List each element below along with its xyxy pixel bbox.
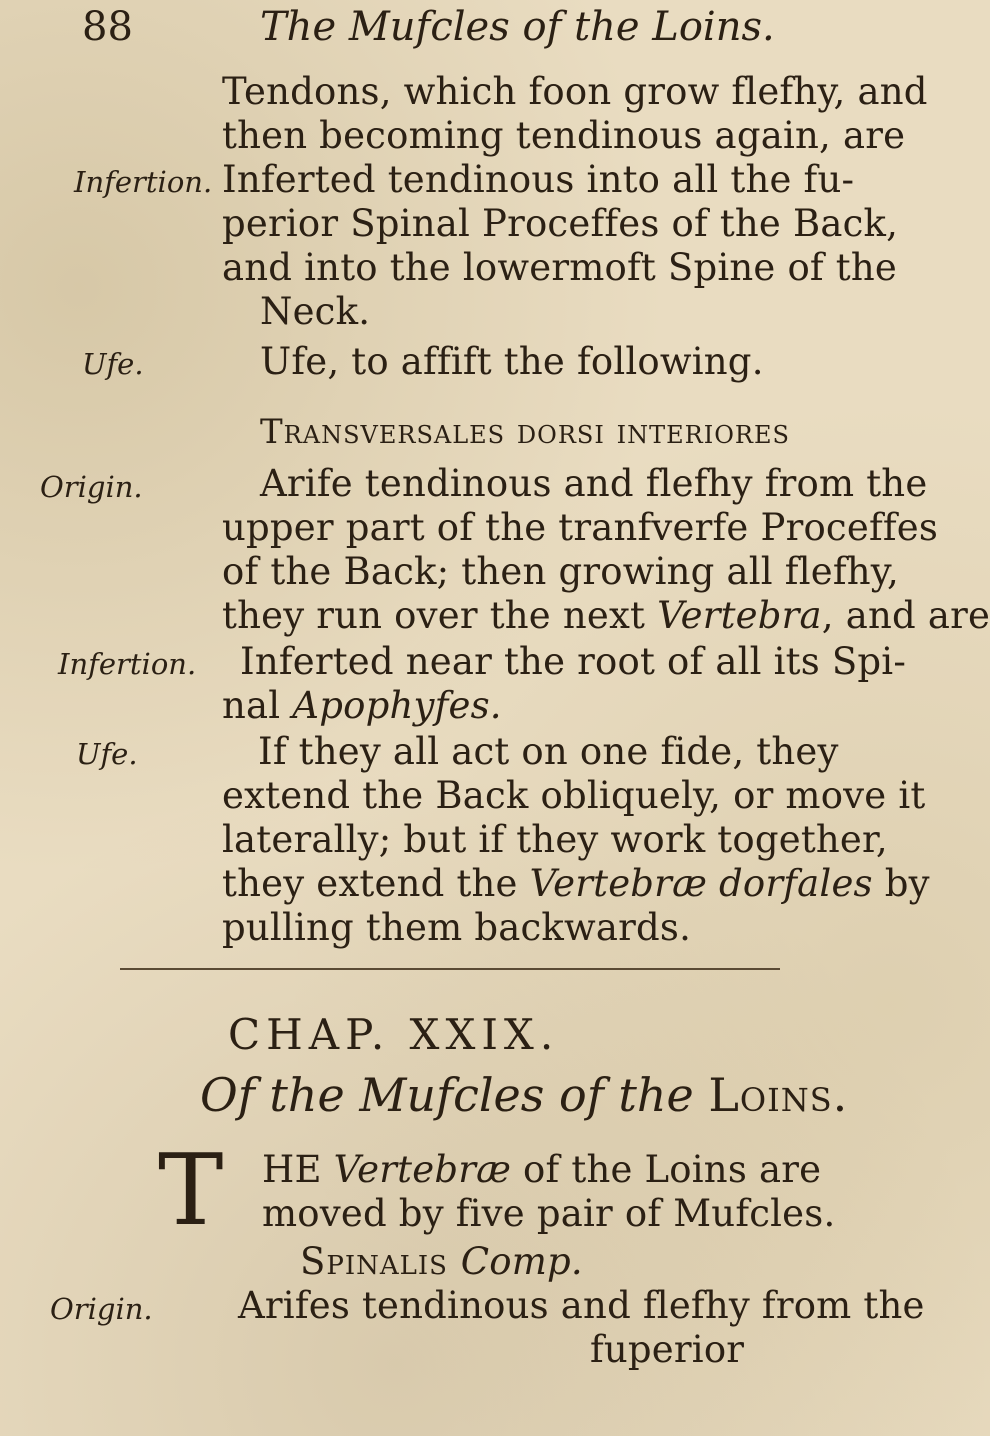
text-line: Neck. — [260, 290, 371, 333]
text-run-italic: Apophyfes. — [292, 684, 502, 727]
text-line — [222, 684, 502, 728]
text-line: Arife tendinous and flefhy from the — [260, 462, 928, 505]
text-run: HE — [262, 1148, 334, 1191]
text-line: Arifes tendinous and flefhy from the — [238, 1284, 925, 1327]
drop-cap: T — [158, 1134, 224, 1248]
text-line: of the Back; then growing all flefhy, — [222, 550, 899, 593]
section-heading — [300, 1240, 583, 1284]
text-line: Inferted tendinous into all the fu- — [222, 158, 855, 201]
chapter-title-run: Mufcles — [359, 1068, 545, 1122]
text-line: laterally; but if they work together, — [222, 818, 888, 861]
text-line: moved by five pair of Mufcles. — [262, 1192, 836, 1235]
horizontal-rule — [120, 968, 780, 970]
catchword: fuperior — [590, 1328, 745, 1371]
text-run-smallcaps: Spinalis — [300, 1240, 461, 1283]
text-line: If they all act on one fide, they — [258, 730, 839, 773]
text-run-italic: Comp. — [460, 1240, 583, 1283]
page-number: 88 — [82, 4, 133, 50]
margin-label-use: Ufe. — [82, 347, 144, 381]
chapter-title-run: Loins. — [708, 1068, 849, 1122]
text-line: then becoming tendinous again, are — [222, 114, 906, 157]
chapter-title — [200, 1068, 848, 1122]
text-line: Ufe, to affift the following. — [260, 340, 764, 383]
text-line: pulling them backwards. — [222, 906, 692, 949]
text-line: and into the lowermoft Spine of the — [222, 246, 897, 289]
margin-label-origin: Origin. — [50, 1292, 153, 1326]
text-line: Tendons, which foon grow flefhy, and — [222, 70, 928, 113]
running-title: The Mufcles of the Loins. — [260, 4, 775, 50]
text-run: they run over the next — [222, 594, 658, 637]
margin-label-insertion: Infertion. — [58, 647, 197, 681]
text-line — [222, 862, 930, 906]
text-run: nal — [222, 684, 293, 727]
text-run: by — [872, 862, 930, 905]
section-heading: Transversales dorsi interiores — [260, 412, 790, 452]
margin-label-origin: Origin. — [40, 470, 143, 504]
text-run-italic: Vertebræ dorfales — [529, 862, 873, 905]
chapter-title-run: Of the — [200, 1068, 360, 1122]
text-run: they extend the — [222, 862, 530, 905]
text-line: extend the Back obliquely, or move it — [222, 774, 926, 817]
text-line: perior Spinal Proceffes of the Back, — [222, 202, 899, 245]
text-run: of the Loins are — [511, 1148, 822, 1191]
margin-label-use: Ufe. — [76, 737, 138, 771]
text-run: , and are — [821, 594, 990, 637]
text-line: Inferted near the root of all its Spi- — [240, 640, 907, 683]
margin-label-insertion: Infertion. — [74, 165, 213, 199]
chapter-number: CHAP. XXIX. — [228, 1010, 560, 1059]
chapter-title-run: of the — [544, 1068, 709, 1122]
text-line — [222, 594, 990, 638]
text-run-italic: Vertebra — [657, 594, 822, 637]
text-line: upper part of the tranfverfe Proceffes — [222, 506, 939, 549]
text-run-italic: Vertebræ — [333, 1148, 512, 1191]
text-line — [262, 1148, 821, 1192]
